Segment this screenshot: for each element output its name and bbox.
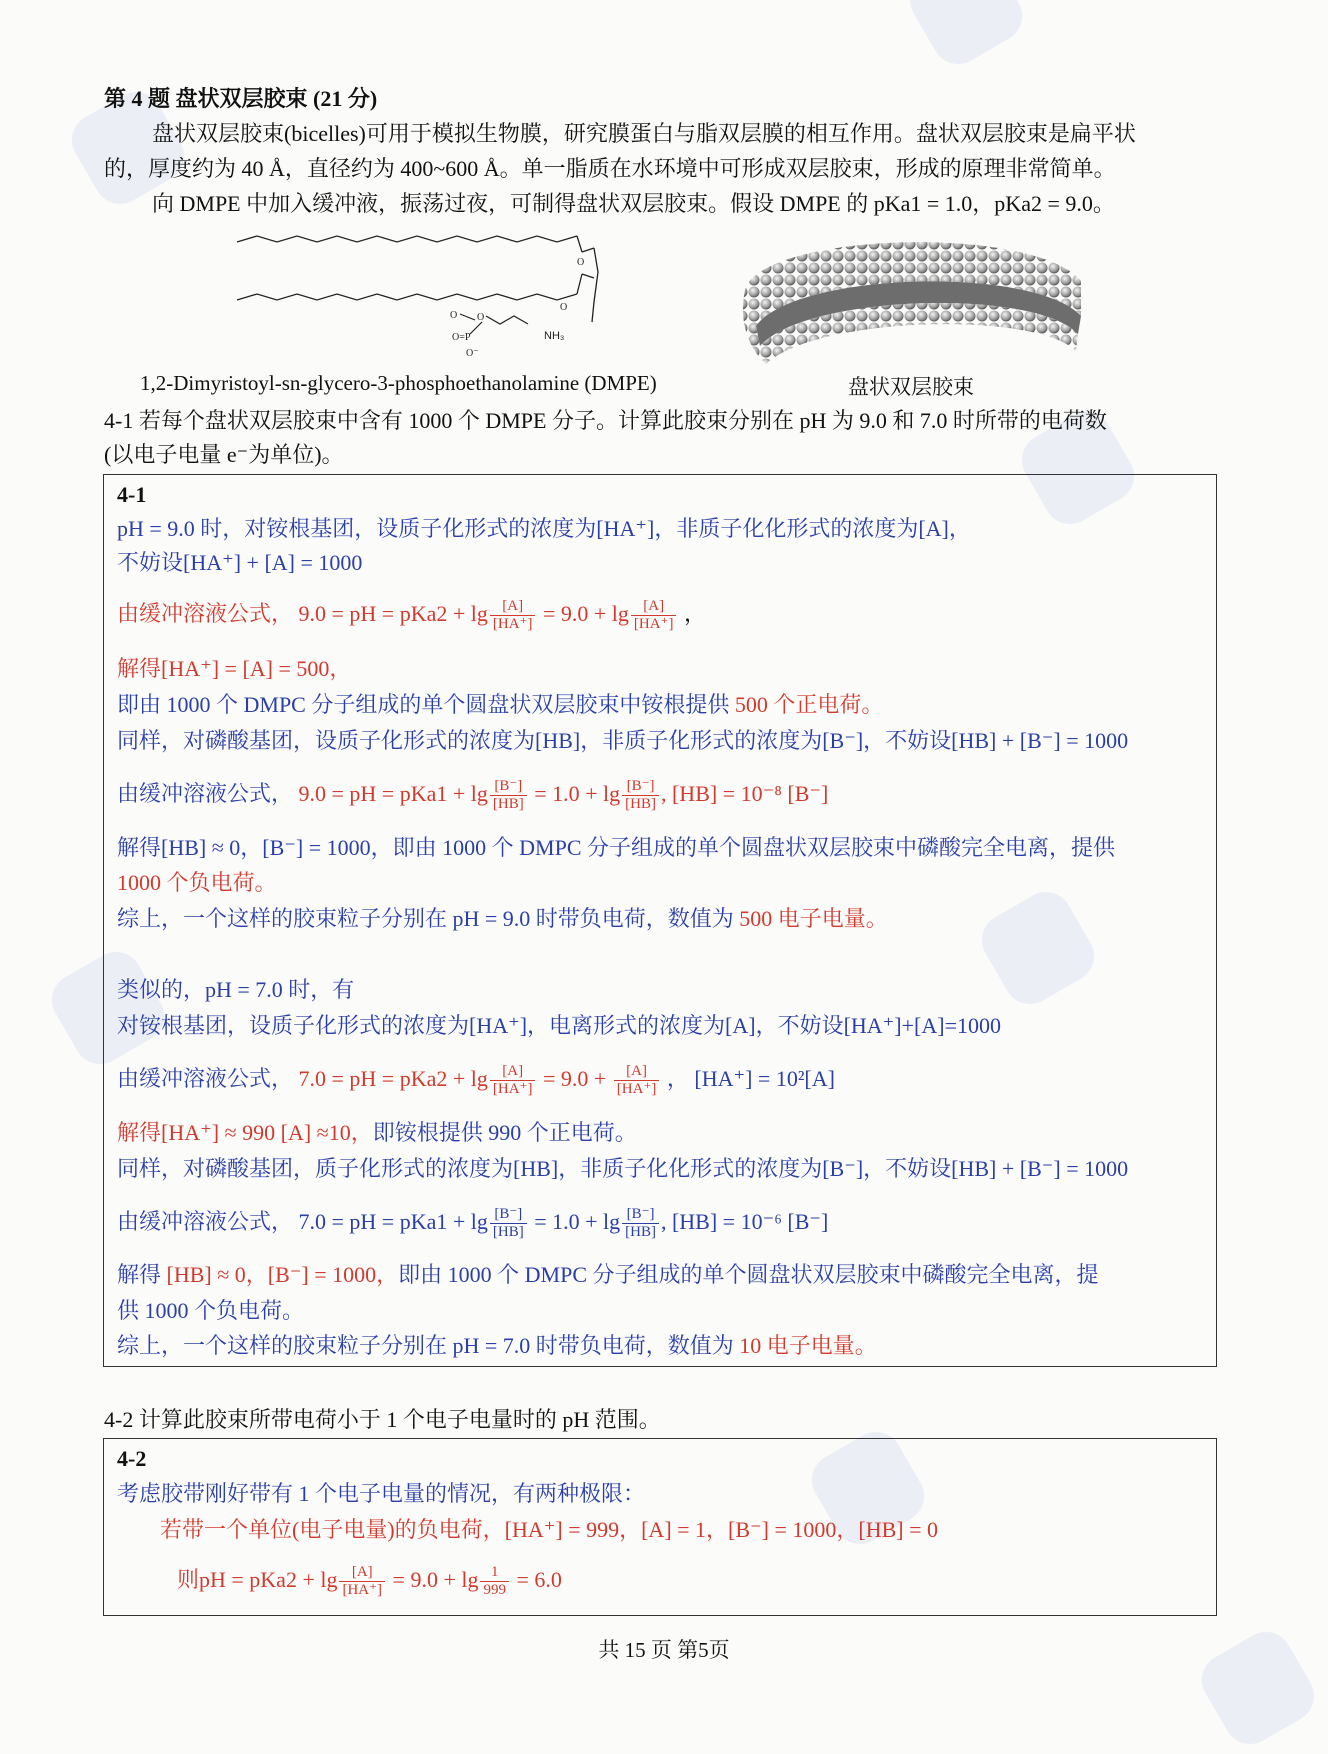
q41-answer-label: 4-1 <box>117 482 147 507</box>
svg-text:O: O <box>450 310 458 321</box>
ph-equation: 则pH = pKa2 + lg $\frac{[A]}{[HA^+]}$ = 9.0 + lg $\frac{1}{999}$ = 6.0 <box>177 1564 562 1599</box>
answer-line: pH = 9.0 时，对铵根基团，设质子化形式的浓度为[HA⁺]，非质子化化形式的浓度为[A]， <box>117 516 971 541</box>
svg-text:O: O <box>477 312 485 323</box>
answer-line: 即由 1000 个 DMPC 分子组成的单个圆盘状双层胶束中铵根提供 500 个正电荷。 <box>117 692 884 717</box>
answer-line: 同样，对磷酸基团，质子化形式的浓度为[HB]，非质子化化形式的浓度为[B⁻]，不妨设[HB] + [B⁻] = 1000 <box>117 1156 1129 1181</box>
answer-line: 解得[HB] ≈ 0，[B⁻] = 1000，即由 1000 个 DMPC 分子组成的单个圆盘状双层胶束中磷酸完全电离，提供 <box>117 835 1115 860</box>
q42-answer-label: 4-2 <box>117 1446 147 1471</box>
bicelle-illustration <box>736 226 1088 366</box>
buffer-equation: 由缓冲溶液公式， 7.0 = pH = pKa2 + lg $\frac{[A]}{[HA^+]}$ = 9.0 + $\frac{[A]}{[HA^+]}$ ， [HA⁺] = 10²[A] <box>117 1063 835 1098</box>
dmpe-caption: 1,2-Dimyristoyl-sn-glycero-3-phosphoethanolamine (DMPE) <box>140 371 657 395</box>
q41-prompt: (以电子电量 e⁻为单位)。 <box>104 442 344 467</box>
svg-text:O=P: O=P <box>452 332 471 343</box>
svg-text:O⁻: O⁻ <box>466 348 479 359</box>
q41-prompt: 4-1 若每个盘状双层胶束中含有 1000 个 DMPE 分子。计算此胶束分别在 pH 为 9.0 和 7.0 时所带的电荷数 <box>104 408 1107 433</box>
question-title: 第 4 题 盘状双层胶束 (21 分) <box>104 86 378 111</box>
answer-line: 解得[HA⁺] = [A] = 500， <box>117 656 352 681</box>
answer-conclusion: 综上，一个这样的胶束粒子分别在 pH = 7.0 时带负电荷，数值为 10 电子电量。 <box>117 1333 877 1358</box>
answer-line: 解得 [HB] ≈ 0，[B⁻] = 1000，即由 1000 个 DMPC 分子组成的单个圆盘状双层胶束中磷酸完全电离，提 <box>117 1262 1099 1287</box>
answer-conclusion: 综上，一个这样的胶束粒子分别在 pH = 9.0 时带负电荷，数值为 500 电子电量。 <box>117 906 888 931</box>
answer-line: 不妨设[HA⁺] + [A] = 1000 <box>117 550 363 575</box>
intro-line: 的，厚度约为 40 Å，直径约为 400~600 Å。单一脂质在水环境中可形成双层胶束，形成的原理非常简单。 <box>104 156 1116 181</box>
answer-line: 若带一个单位(电子电量)的负电荷，[HA⁺] = 999，[A] = 1，[B⁻] = 1000，[HB] = 0 <box>160 1517 939 1542</box>
q42-prompt: 4-2 计算此胶束所带电荷小于 1 个电子电量时的 pH 范围。 <box>104 1407 661 1432</box>
intro-line: 盘状双层胶束(bicelles)可用于模拟生物膜，研究膜蛋白与脂双层膜的相互作用。盘状双层胶束是扁平状 <box>152 121 1136 146</box>
intro-line: 向 DMPE 中加入缓冲液，振荡过夜，可制得盘状双层胶束。假设 DMPE 的 pKa1 = 1.0，pKa2 = 9.0。 <box>152 191 1115 216</box>
answer-line: 类似的，pH = 7.0 时，有 <box>117 977 355 1002</box>
buffer-equation: 由缓冲溶液公式， 9.0 = pH = pKa2 + lg $\frac{[A]}{[HA^+]}$ = 9.0 + lg $\frac{[A]}{[HA^+]}$ ， <box>117 598 706 633</box>
answer-line: 1000 个负电荷。 <box>117 870 277 895</box>
answer-line: 对铵根基团，设质子化形式的浓度为[HA⁺]，电离形式的浓度为[A]，不妨设[HA⁺]+[A]=1000 <box>117 1013 1001 1038</box>
page-footer: 共 15 页 第5页 <box>598 1638 730 1662</box>
answer-line: 解得[HA⁺] ≈ 990 [A] ≈10，即铵根提供 990 个正电荷。 <box>117 1120 637 1145</box>
answer-line: 考虑胶带刚好带有 1 个电子电量的情况，有两种极限： <box>117 1481 646 1506</box>
phosphoethanolamine-headgroup <box>430 300 550 360</box>
buffer-equation: 由缓冲溶液公式， 7.0 = pH = pKa1 + lg $\frac{[B^-]}{[HB]}$ = 1.0 + lg $\frac{[B^-]}{[HB]}$ , [HB] = 10⁻⁶ [B⁻] <box>117 1206 829 1241</box>
answer-line: 同样，对磷酸基团，设质子化形式的浓度为[HB]，非质子化形式的浓度为[B⁻]，不妨设[HB] + [B⁻] = 1000 <box>117 728 1129 753</box>
svg-text:O: O <box>577 257 585 268</box>
watermark-logo <box>900 0 1031 74</box>
nh3-label: NH₃ <box>544 330 565 342</box>
svg-text:O: O <box>560 302 568 313</box>
answer-line: 供 1000 个负电荷。 <box>117 1298 305 1323</box>
buffer-equation: 由缓冲溶液公式， 9.0 = pH = pKa1 + lg $\frac{[B^-]}{[HB]}$ = 1.0 + lg $\frac{[B^-]}{[HB]}$ , [HB] = 10⁻⁸ [B⁻] <box>117 778 829 813</box>
bicelle-caption: 盘状双层胶束 <box>848 375 974 399</box>
